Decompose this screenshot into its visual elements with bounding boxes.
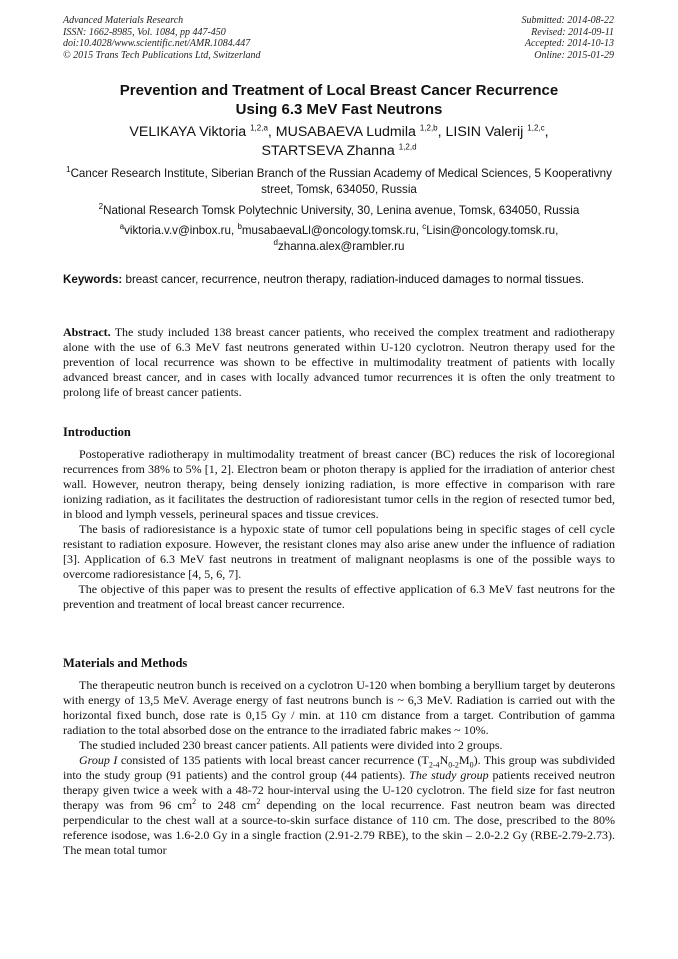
author-affil-mark: 1,2,c — [527, 123, 545, 133]
paragraph: Postoperative radiotherapy in multimodality treatment of breast cancer (BC) reduces the risk of locoregional recurrences from 38% to 5% [1, 2]. Electron beam or photon therapy is applied for the irradiation of anterior chest wall. However, neutron therapy, being densely ionizing radiation, is more effective in comparison with rare ionizing radiation, as it facilitates the destruction of radioresistant tumor cells in the region of resected tumor bed, in blood and lymph vessels, perineural spaces and tissue crevices. — [63, 447, 615, 521]
email-mark: a — [119, 222, 125, 232]
abstract — [63, 325, 615, 400]
tnm-letter: N — [439, 753, 449, 767]
email-mark: d — [273, 238, 278, 248]
paragraph-text: ). This group was subdivided into the study group (91 patients) and the control group (44 patients). — [63, 753, 615, 782]
subscript: 0 — [469, 760, 474, 770]
email-mark: b — [237, 222, 242, 232]
email-link[interactable]: musabaevaLl@oncology.tomsk.ru, — [241, 224, 423, 237]
author-name: STARTSEVA Zhanna — [261, 143, 395, 159]
paragraph: The therapeutic neutron bunch is received on a cyclotron U-120 when bombing a beryllium target by deuterons with energy of 13,5 MeV. Average energy of fast neutrons bunch is ~ 6,3 MeV. Radiation is carried out with the horizontal fixed bunch, dose rate is 0,15 Gy / min. at 110 cm distance from a target. Contribution of gamma radiation to the total absorbed dose on the entrance to the irradiated fabric makes ~ 10%. — [63, 678, 615, 737]
methods-heading: Materials and Methods — [63, 656, 188, 670]
abstract-label: Abstract. — [63, 325, 111, 339]
doi-line[interactable]: doi:10.4028/www.scientific.net/AMR.1084.447 — [63, 38, 251, 49]
title-line-2: Using 6.3 MeV Fast Neutrons — [235, 101, 443, 118]
affiliation-number: 1 — [66, 165, 71, 175]
subscript: 2-4 — [428, 760, 440, 770]
title-line-1: Prevention and Treatment of Local Breast Cancer Recurrence — [119, 82, 559, 99]
author-list — [63, 123, 615, 161]
email-link[interactable]: Lisin@oncology.tomsk.ru, — [426, 224, 559, 237]
publication-dates — [522, 15, 615, 61]
paragraph — [63, 582, 615, 612]
paragraph-text: to 248 cm — [196, 798, 257, 812]
paragraph — [63, 753, 615, 858]
abstract-text: The study included 138 breast cancer patients, who received the complex treatment and radiotherapy alone with the use of 6.3 MeV fast neutrons generated within U-120 cyclotron. Neutron therapy used for the prevention of local recurrence was shown to be effective in multimodality treatment of patients with locally advanced breast cancer, and in cases with locally advanced tumor recurrences it is often the only treatment to prolong life of breast cancer patients. — [63, 325, 615, 399]
affiliation-2 — [63, 203, 615, 219]
submitted-date: Submitted: 2014-08-22 — [521, 15, 614, 26]
paragraph: The studied included 230 breast cancer patients. All patients were divided into 2 groups. — [79, 738, 503, 752]
paragraph-text: depending on the local recurrence. Fast neutron beam was directed perpendicular to the chest wall at a source-to-skin surface distance of 110 cm. The dose, prescribed to the 80% reference isodose, was 1.6-2.0 Gy in a single fraction (2.91-2.79 RBE), to the skin – 2.0-2.2 Gy (RBE-2.79-2.73). The mean total tumor — [63, 798, 615, 857]
methods-section — [63, 678, 615, 858]
email-mark: c — [422, 222, 427, 232]
affiliation-number: 2 — [98, 202, 104, 212]
accepted-date: Accepted: 2014-10-13 — [524, 38, 614, 49]
author-name: VELIKAYA Viktoria — [129, 124, 247, 140]
affiliation-text: Cancer Research Institute, Siberian Branch of the Russian Academy of Medical Sciences, 5 Kooperativny street, Tomsk, 634050, Russia — [70, 167, 612, 196]
subscript: 0-2 — [448, 760, 459, 770]
abstract-paragraph — [63, 325, 615, 400]
introduction-section — [63, 447, 615, 612]
keywords-text: breast cancer, recurrence, neutron therapy, radiation-induced damages to normal tissues. — [122, 273, 585, 286]
revised-date: Revised: 2014-09-11 — [531, 26, 614, 38]
journal-name: Advanced Materials Research — [63, 15, 184, 26]
author-separator: , — [437, 124, 446, 140]
study-group-label: The study group — [409, 768, 489, 782]
journal-info — [63, 15, 261, 61]
introduction-heading: Introduction — [63, 425, 131, 439]
author-name: MUSABAEVA Ludmila — [275, 124, 416, 140]
paragraph: The basis of radioresistance is a hypoxic state of tumor cell populations being in specific stages of cell cycle resistant to radiation exposure. However, the resistant clones may also arise anew under the influence of radiation [3]. Application of 6.3 MeV fast neutrons in treatment of malignant neoplasms is one of the possible ways to overcome radioresistance [4, 5, 6, 7]. — [63, 522, 615, 581]
paragraph-text: The objective of this paper was to present the results of effective application of 6.3 MeV fast neutrons for the prevention and treatment of local breast cancer recurrence. — [63, 582, 615, 611]
author-affil-mark: 1,2,b — [419, 123, 438, 133]
issn-line: ISSN: 1662-8985, Vol. 1084, pp 447-450 — [63, 26, 226, 38]
group-label: Group I — [79, 753, 118, 767]
affiliation-1 — [63, 166, 615, 198]
author-separator: , — [544, 124, 549, 140]
email-link[interactable]: zhanna.alex@rambler.ru — [277, 240, 405, 253]
paper-title — [63, 81, 615, 119]
online-date: Online: 2015-01-29 — [534, 49, 614, 61]
keywords — [63, 272, 615, 288]
tnm-letter: M — [458, 753, 470, 767]
superscript: 2 — [192, 797, 197, 806]
author-name: LISIN Valerij — [445, 124, 524, 140]
superscript: 2 — [256, 797, 261, 806]
author-affil-mark: 1,2,a — [250, 123, 268, 133]
keywords-label: Keywords: — [63, 273, 123, 286]
affiliation-text: National Research Tomsk Polytechnic University, 30, Lenina avenue, Tomsk, 634050, Russia — [103, 204, 580, 217]
email-list — [63, 223, 615, 255]
author-separator: , — [267, 124, 276, 140]
author-affil-mark: 1,2,d — [398, 142, 417, 152]
copyright-line: © 2015 Trans Tech Publications Ltd, Switzerland — [63, 49, 261, 61]
paragraph-text: patients received neutron therapy given twice a week with a 48-72 hour-interval using the U-120 cyclotron. The field size for fast neutron therapy was from 96 cm — [63, 768, 615, 812]
email-link[interactable]: viktoria.v.v@inbox.ru, — [124, 224, 238, 237]
paragraph-text: consisted of 135 patients with local breast cancer recurrence (T — [117, 753, 429, 767]
